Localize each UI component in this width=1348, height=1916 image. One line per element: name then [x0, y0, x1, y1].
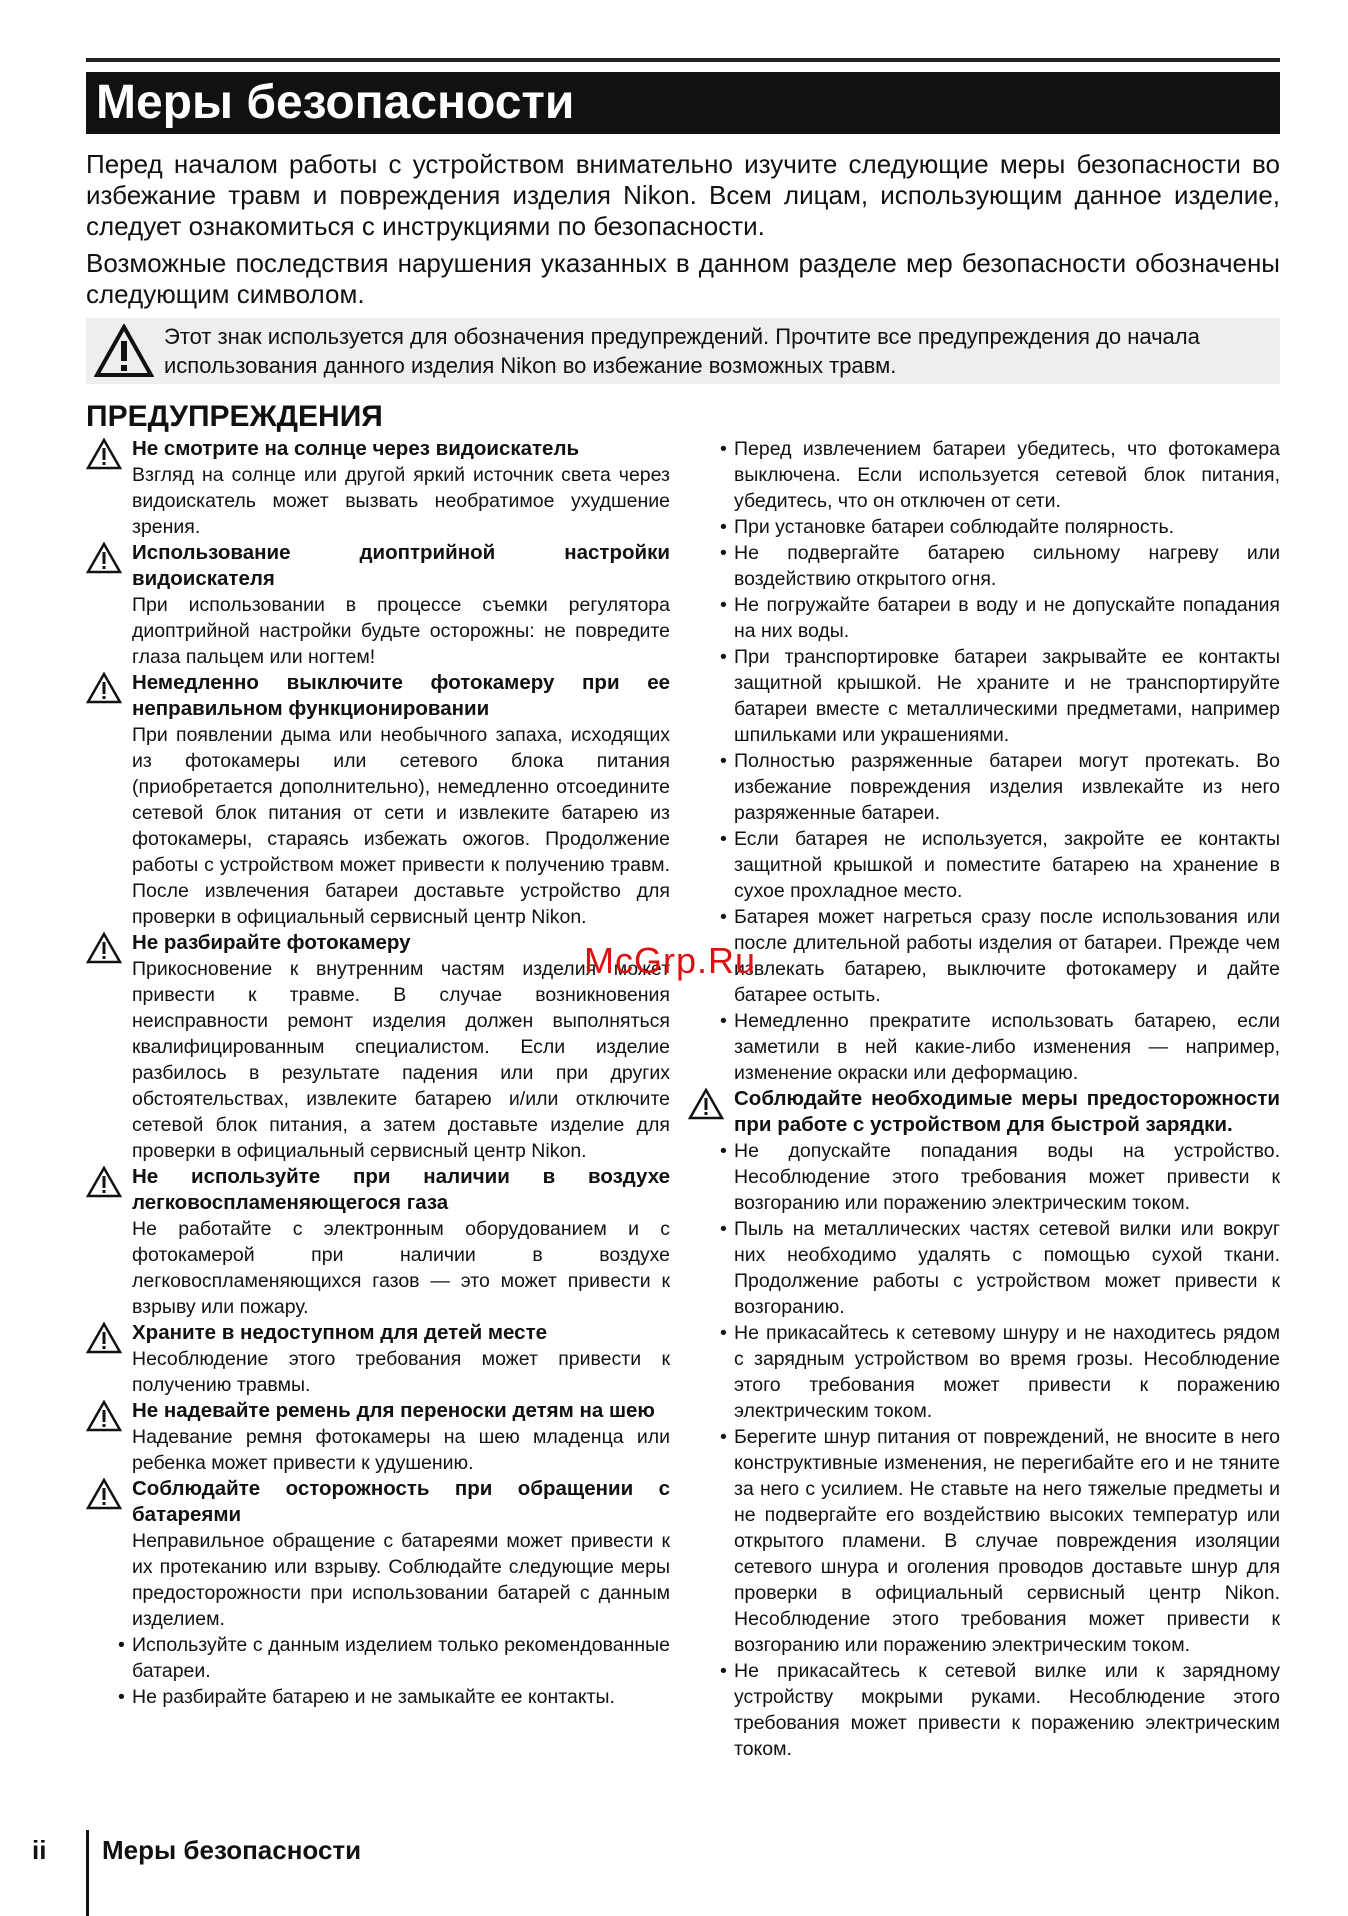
warning-body: Прикосновение к внутренним частям изделия может привести к травме. В случае возникновения неисправности ремонт изделия должен выполняться квалифицированным специалистом. Если изделие разбилось в результате падения или при других обстоятельствах, извлеките батарею и/или отключите сетевой блок питания, а затем доставьте изделие для проверки в официальный сервисный центр Nikon.	[132, 958, 670, 1162]
warning-title: Не разбирайте фотокамеру	[132, 931, 411, 954]
warning-triangle-icon	[86, 672, 122, 704]
warning-triangle-icon	[86, 1166, 122, 1198]
battery-bullet: • При транспортировке батареи закрывайте ее контакты защитной крышкой. Не храните и не транспортируйте батареи вместе с металлическими предметами, например шпильками или украшениями.	[688, 644, 1280, 748]
warning-item	[86, 1320, 670, 1398]
footer-divider	[86, 1830, 89, 1916]
warning-triangle-icon	[94, 324, 154, 378]
intro-paragraph-1: Перед началом работы с устройством внимательно изучите следующие меры безопасности во избежание травм и повреждения изделия Nikon. Всем лицам, использующим данное изделие, следует ознакомиться с инструкциями по безопасности.	[86, 149, 1280, 241]
warning-item	[688, 1086, 1280, 1138]
warning-body: Взгляд на солнце или другой яркий источник света через видоискатель может вызвать необратимое ухудшение зрения.	[132, 464, 670, 538]
warning-item	[86, 930, 670, 1164]
charger-bullet: • Не допускайте попадания воды на устройство. Несоблюдение этого требования может привести к возгоранию или поражению электрическим током.	[688, 1138, 1280, 1216]
warning-body: При использовании в процессе съемки регулятора диоптрийной настройки будьте осторожны: не повредите глаза пальцем или ногтем!	[132, 594, 670, 668]
warning-item	[86, 670, 670, 930]
charger-bullet: • Не прикасайтесь к сетевой вилке или к зарядному устройству мокрыми руками. Несоблюдение этого требования может привести к поражению электрическим током.	[688, 1658, 1280, 1762]
warning-triangle-icon	[688, 1088, 724, 1120]
page-number: ii	[32, 1835, 47, 1865]
battery-bullet: • Не подвергайте батарею сильному нагреву или воздействию открытого огня.	[688, 540, 1280, 592]
left-column	[86, 436, 670, 1710]
warning-triangle-icon	[86, 438, 122, 470]
footer-title: Меры безопасности	[102, 1835, 362, 1865]
warning-item	[86, 540, 670, 670]
warning-triangle-icon	[86, 542, 122, 574]
battery-bullet: • Батарея может нагреться сразу после использования или после длительной работы изделия от батареи. Прежде чем извлекать батарею, выключите фотокамеру и дайте батарее остыть.	[688, 904, 1280, 1008]
right-column	[688, 436, 1280, 1762]
warning-item	[86, 436, 670, 540]
battery-bullet: • Перед извлечением батареи убедитесь, что фотокамера выключена. Если используется сетевой блок питания, убедитесь, что он отключен от сети.	[688, 436, 1280, 514]
warning-item	[86, 1398, 670, 1476]
warning-item	[86, 1164, 670, 1320]
warning-body: Неправильное обращение с батареями может привести к их протеканию или взрыву. Соблюдайте следующие меры предосторожности при использовании батарей с данным изделием.	[132, 1530, 670, 1630]
warning-triangle-icon	[86, 1478, 122, 1510]
warning-title: Соблюдайте осторожность при обращении с батареями	[132, 1477, 670, 1526]
page-title: Меры безопасности	[86, 72, 1280, 134]
battery-bullet: • Не погружайте батареи в воду и не допускайте попадания на них воды.	[688, 592, 1280, 644]
warning-title: Не смотрите на солнце через видоискатель	[132, 437, 580, 460]
battery-bullet: • При установке батареи соблюдайте полярность.	[688, 514, 1280, 540]
top-rule	[86, 58, 1280, 62]
battery-bullet: • Если батарея не используется, закройте ее контакты защитной крышкой и поместите батарею на хранение в сухое прохладное место.	[688, 826, 1280, 904]
section-heading-warnings: ПРЕДУПРЕЖДЕНИЯ	[86, 400, 383, 433]
warning-triangle-icon	[86, 1400, 122, 1432]
warning-triangle-icon	[86, 932, 122, 964]
warning-title: Немедленно выключите фотокамеру при ее неправильном функционировании	[132, 671, 670, 720]
warning-title: Соблюдайте необходимые меры предосторожности при работе с устройством для быстрой зарядки.	[734, 1087, 1280, 1136]
warning-item	[86, 1476, 670, 1632]
battery-bullet: • Не разбирайте батарею и не замыкайте ее контакты.	[86, 1684, 670, 1710]
warning-symbol-box	[86, 318, 1280, 384]
charger-bullet: • Берегите шнур питания от повреждений, не вносите в него конструктивные изменения, не перегибайте его и не тяните за него с усилием. Не ставьте на него тяжелые предметы и не подвергайте его воздействию высоких температур или открытого пламени. В случае повреждения изоляции сетевого шнура и оголения проводов доставьте шнур для проверки в официальный сервисный центр Nikon. Несоблюдение этого требования может привести к возгоранию или поражению электрическим током.	[688, 1424, 1280, 1658]
warning-title: Не используйте при наличии в воздухе легковоспламеняющегося газа	[132, 1165, 670, 1214]
intro-paragraph-2: Возможные последствия нарушения указанных в данном разделе мер безопасности обозначены следующим символом.	[86, 248, 1280, 309]
charger-bullet: • Пыль на металлических частях сетевой вилки или вокруг них необходимо удалять с помощью сухой ткани. Продолжение работы с устройством может привести к возгоранию.	[688, 1216, 1280, 1320]
battery-bullet: • Используйте с данным изделием только рекомендованные батареи.	[86, 1632, 670, 1684]
warning-body: Не работайте с электронным оборудованием и с фотокамерой при наличии в воздухе легковоспламеняющихся газов — это может привести к взрыву или пожару.	[132, 1218, 670, 1318]
warning-body: При появлении дыма или необычного запаха, исходящих из фотокамеры или сетевого блока питания (приобретается дополнительно), немедленно отсоедините сетевой блок питания от сети и извлеките батарею из фотокамеры, стараясь избежать ожогов. Продолжение работы с устройством может привести к получению травм. После извлечения батареи доставьте устройство для проверки в официальный сервисный центр Nikon.	[132, 724, 670, 928]
warning-title: Не надевайте ремень для переноски детям на шею	[132, 1399, 655, 1422]
battery-bullet: • Немедленно прекратите использовать батарею, если заметили в ней какие-либо изменения — например, изменение окраски или деформацию.	[688, 1008, 1280, 1086]
watermark: McGrp.Ru	[584, 940, 757, 981]
warning-title: Использование диоптрийной настройки видоискателя	[132, 541, 670, 590]
warning-body: Надевание ремня фотокамеры на шею младенца или ребенка может привести к удушению.	[132, 1426, 670, 1474]
warning-title: Храните в недоступном для детей месте	[132, 1321, 548, 1344]
warning-body: Несоблюдение этого требования может привести к получению травмы.	[132, 1348, 670, 1396]
battery-bullet: • Полностью разряженные батареи могут протекать. Во избежание повреждения изделия извлекайте из него разряженные батареи.	[688, 748, 1280, 826]
charger-bullet: • Не прикасайтесь к сетевому шнуру и не находитесь рядом с зарядным устройством во время грозы. Несоблюдение этого требования может привести к поражению электрическим током.	[688, 1320, 1280, 1424]
warning-box-text: Этот знак используется для обозначения предупреждений. Прочтите все предупреждения до начала использования данного изделия Nikon во избежание возможных травм.	[164, 324, 1200, 378]
warning-triangle-icon	[86, 1322, 122, 1354]
